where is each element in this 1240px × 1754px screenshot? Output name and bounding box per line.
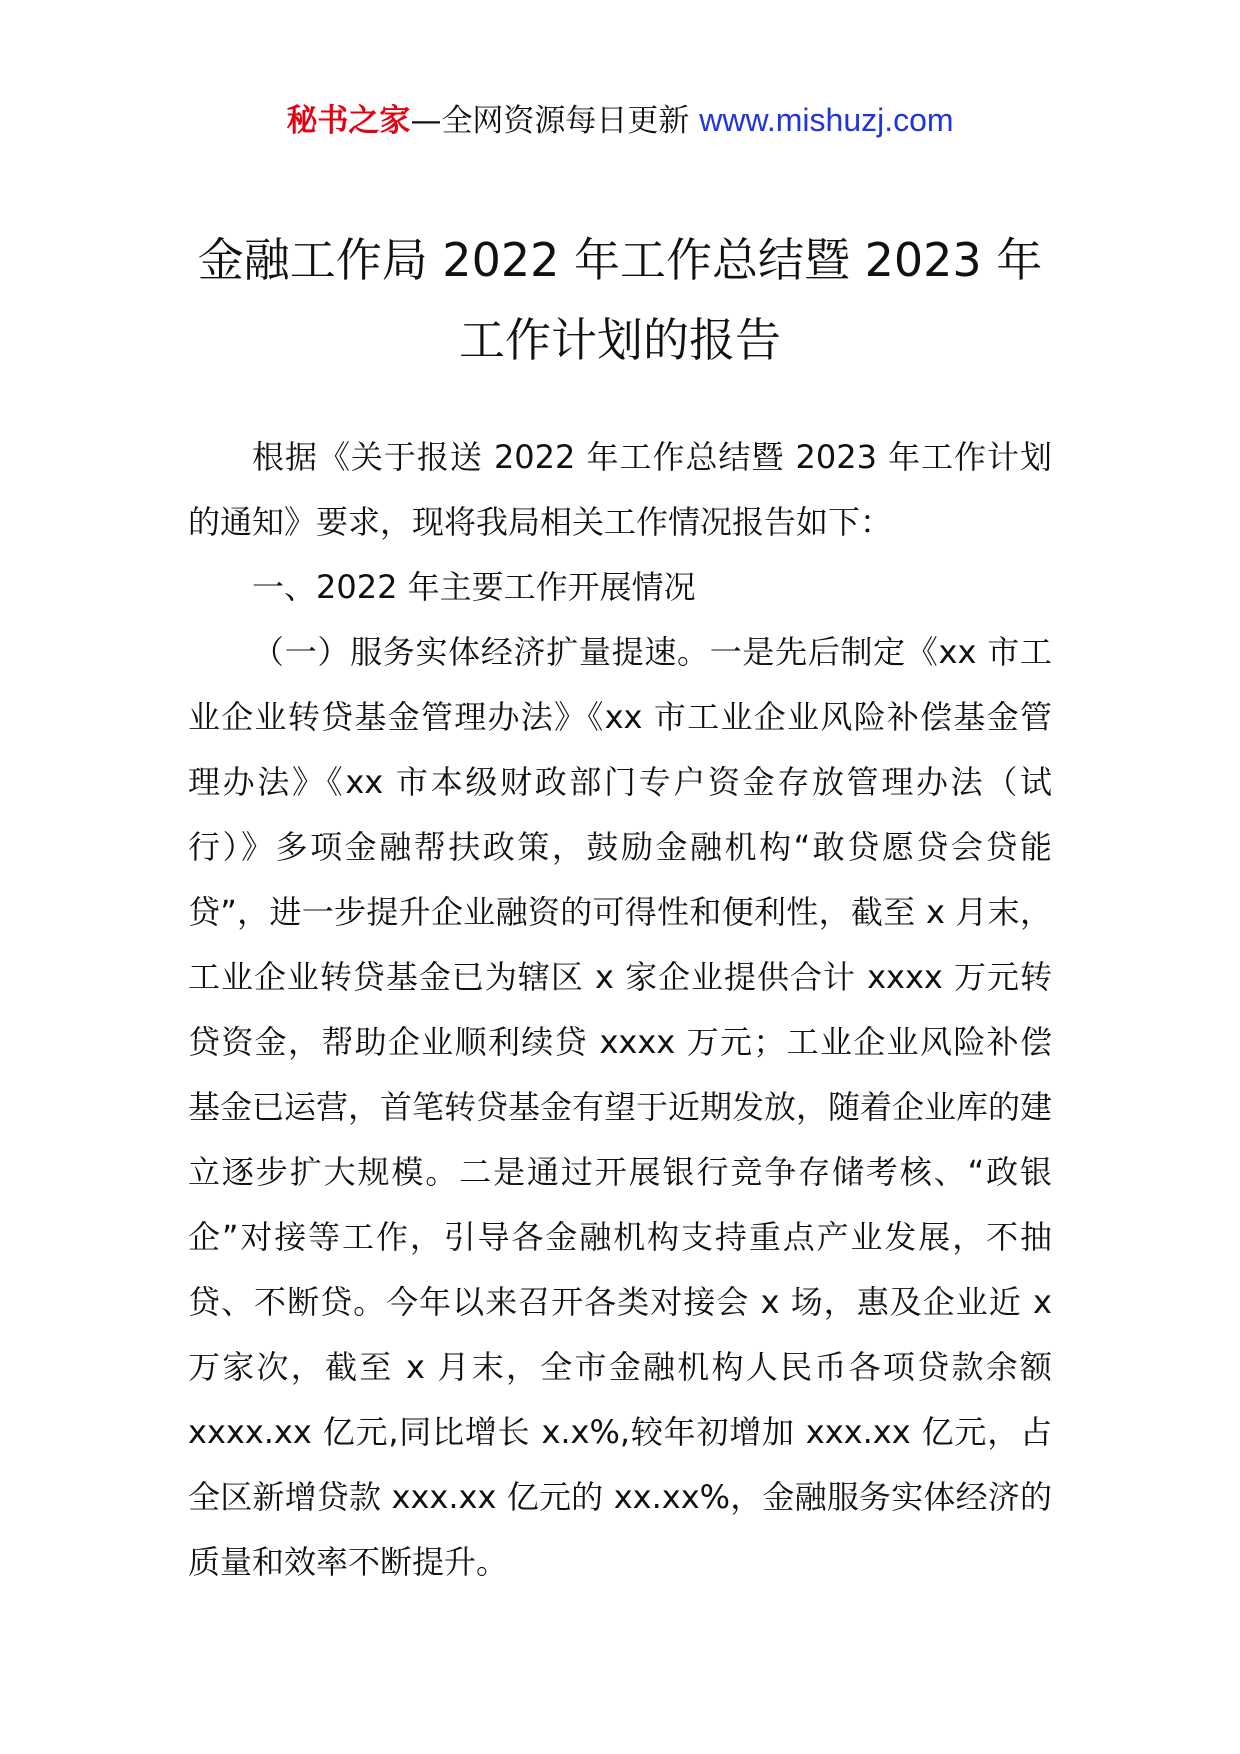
document-title: 金融工作局 2022 年工作总结暨 2023 年工作计划的报告	[197, 233, 1043, 367]
site-url-link[interactable]: www.mishuzj.com	[699, 102, 954, 138]
body-paragraph: （一）服务实体经济扩量提速。一是先后制定《xx 市工业企业转贷基金管理办法》《xx 市工业企业风险补偿基金管理办法》《xx 市本级财政部门专户资金存放管理办法（试行）》多项金融帮扶政策，鼓励金融机构“敢贷愿贷会贷能贷”，进一步提升企业融资的可得性和便利性，截至 x 月末，工业企业转贷基金已为辖区 x 家企业提供合计 xxxx 万元转贷资金，帮助企业顺利续贷 xxxx 万元；工业企业风险补偿基金已运营，首笔转贷基金有望于近期发放，随着企业库的建立逐步扩大规模。二是通过开展银行竞争存储考核、“政银企”对接等工作，引导各金融机构支持重点产业发展，不抽贷、不断贷。今年以来召开各类对接会 x 场，惠及企业近 x 万家次，截至 x 月末，全市金融机构人民币各项贷款余额 xxxx.xx 亿元,同比增长 x.x%,较年初增加 xxx.xx 亿元，占全区新增贷款 xxx.xx 亿元的 xx.xx%，金融服务实体经济的质量和效率不断提升。	[188, 633, 1053, 1581]
section-heading: 一、2022 年主要工作开展情况	[252, 568, 696, 606]
site-header-banner	[0, 98, 1240, 143]
document-body	[188, 425, 1052, 1595]
intro-paragraph: 根据《关于报送 2022 年工作总结暨 2023 年工作计划的通知》要求，现将我局相关工作情况报告如下：	[188, 438, 1052, 541]
brand-name: 秘书之家	[286, 103, 411, 139]
header-tagline: —全网资源每日更新	[410, 103, 690, 139]
